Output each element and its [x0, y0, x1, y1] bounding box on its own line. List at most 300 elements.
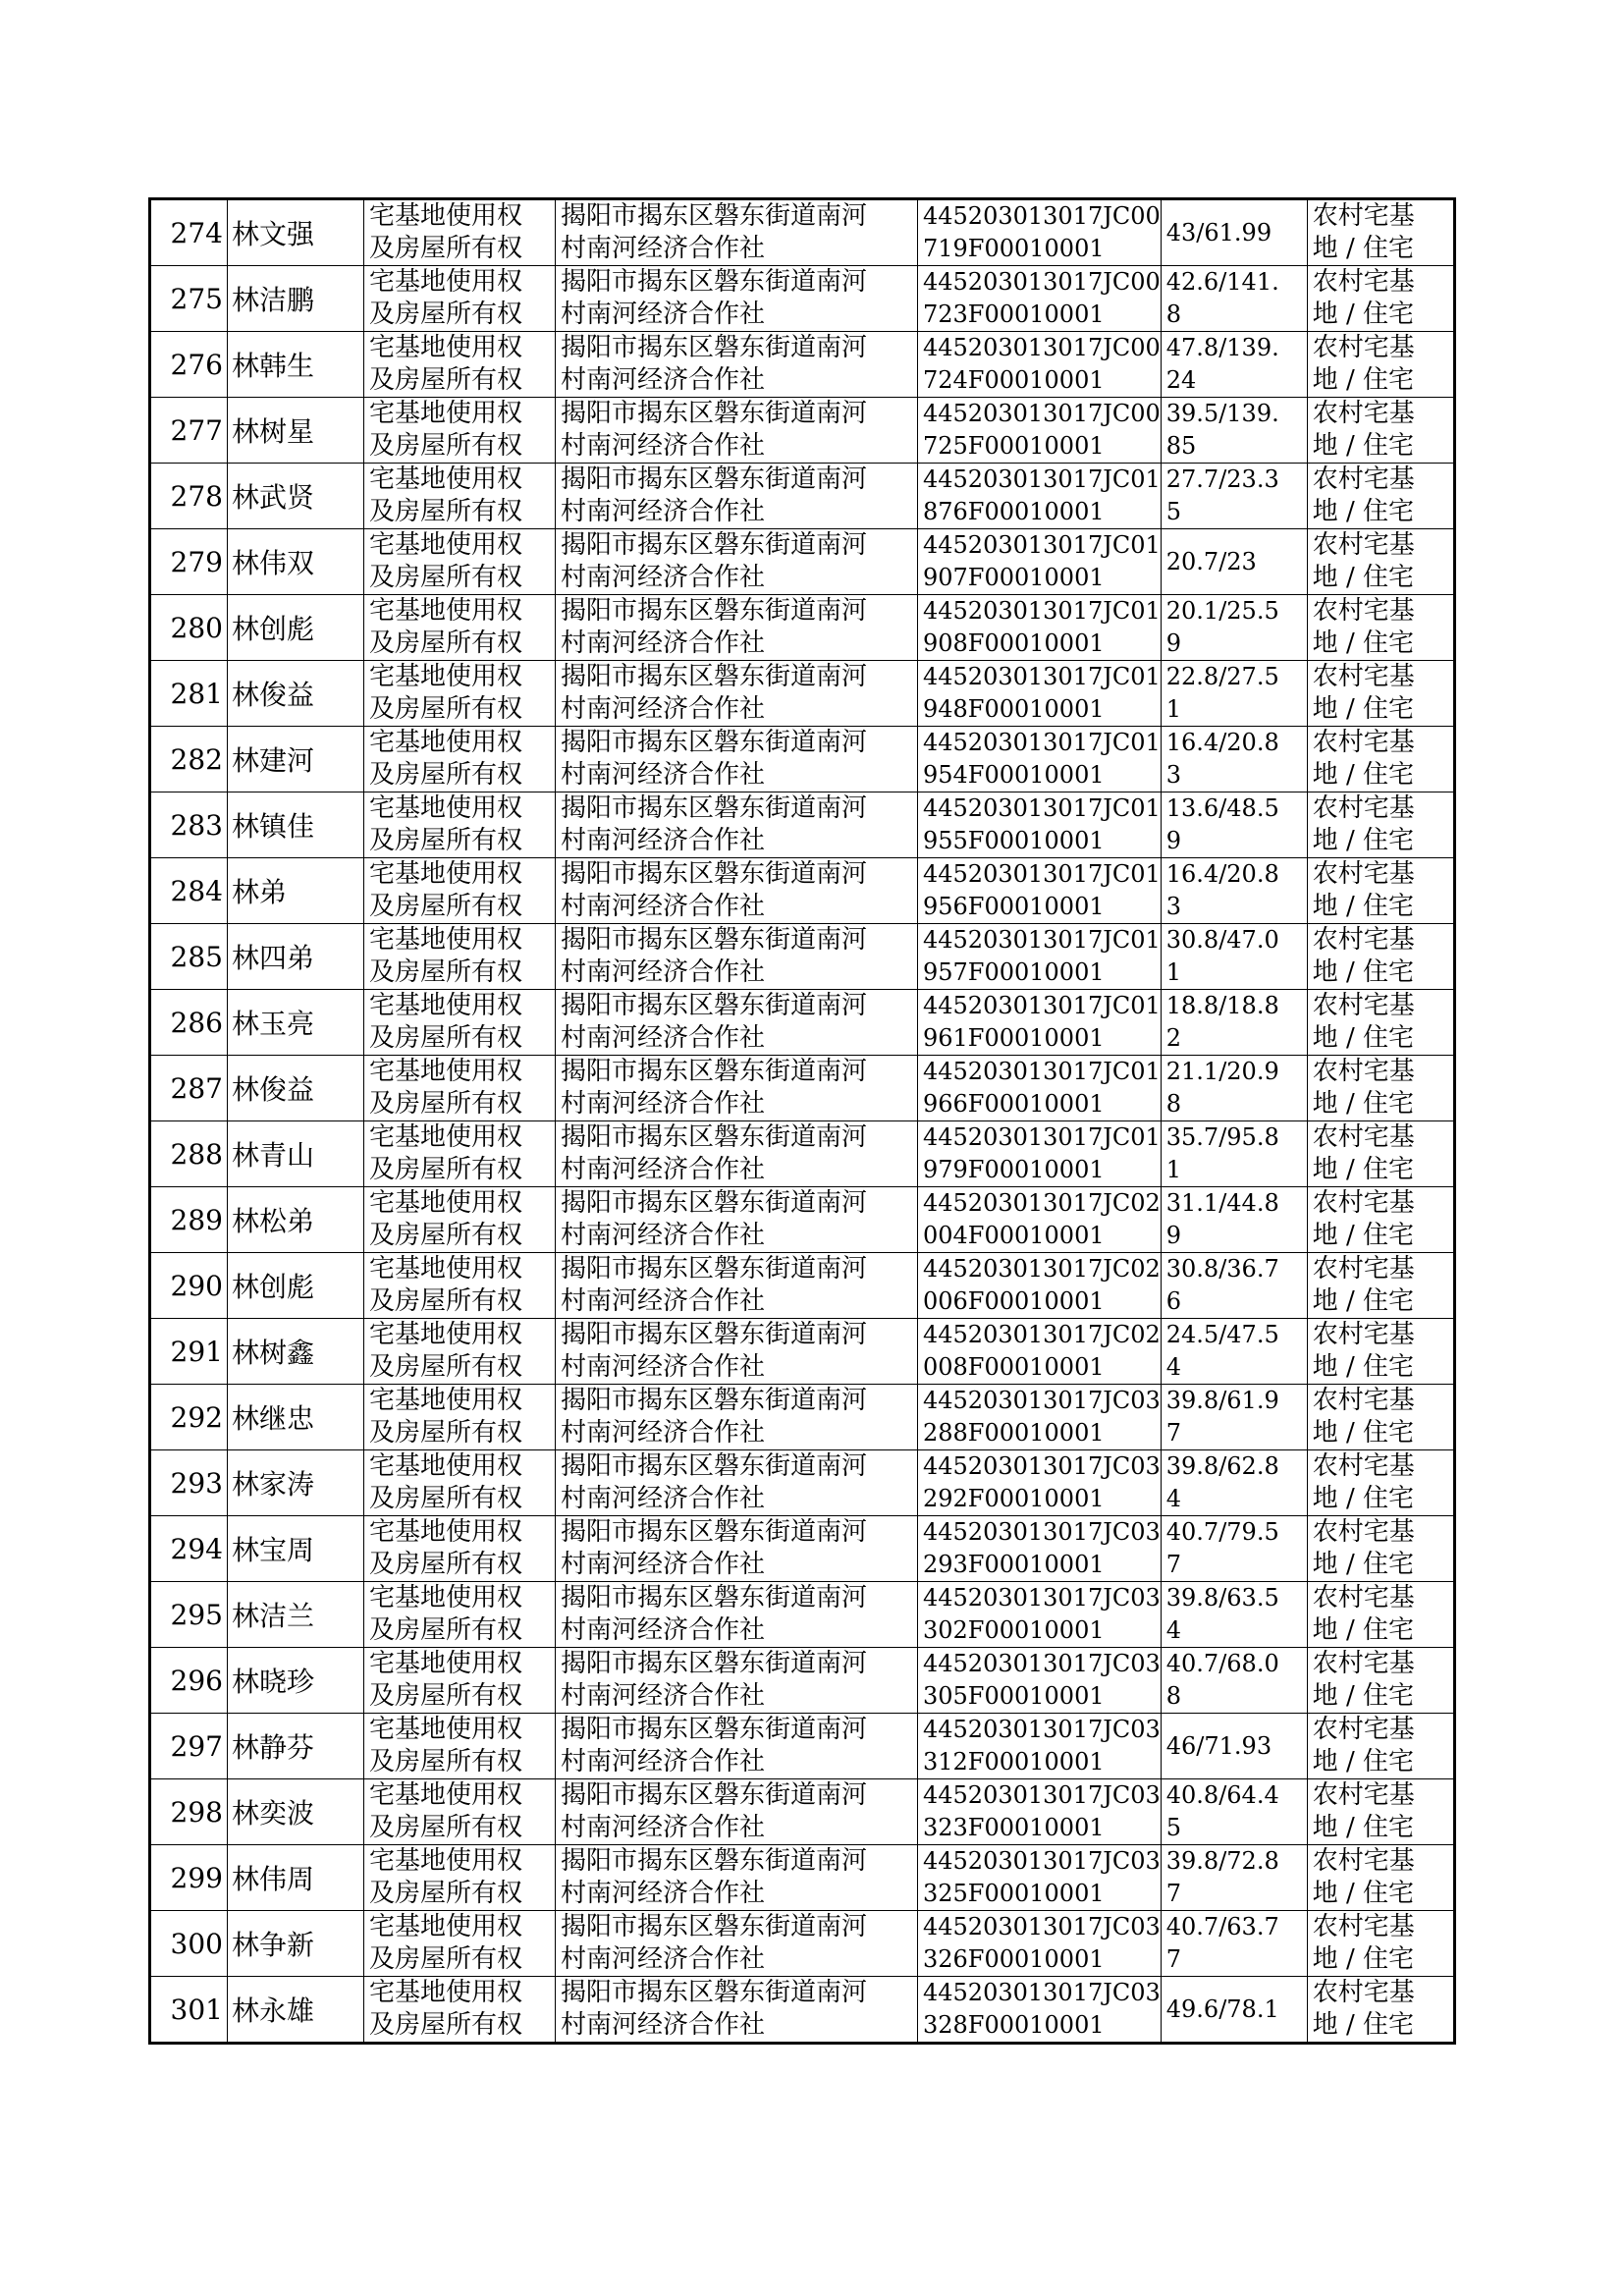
property-code-cell [918, 661, 1162, 727]
property-code-line: 445203013017JC03 [923, 1979, 1161, 2006]
area-value-cell [1161, 1121, 1307, 1187]
area-value-line: 3 [1165, 761, 1182, 789]
land-use-cell [1307, 1582, 1454, 1648]
land-use-cell [1307, 792, 1454, 858]
area-value-line: 16.4/20.8 [1165, 729, 1279, 756]
property-code-cell [918, 1911, 1162, 1977]
property-code-line: 445203013017JC01 [923, 531, 1161, 559]
land-use-line: 地 / 住宅 [1312, 1484, 1415, 1513]
property-code-cell [918, 1121, 1162, 1187]
right-type-line: 宅基地使用权 [369, 201, 523, 231]
location-address-line: 村南河经济合作社 [561, 1089, 766, 1119]
area-value-line: 40.7/68.0 [1165, 1650, 1279, 1677]
right-type-cell [364, 990, 556, 1056]
right-type-line: 及房屋所有权 [369, 497, 523, 526]
area-value-line: 18.8/18.8 [1165, 992, 1279, 1019]
right-type-line: 及房屋所有权 [369, 431, 523, 461]
right-type-line: 宅基地使用权 [369, 1057, 523, 1086]
location-address-line: 揭阳市揭东区磐东街道南河 [561, 1320, 868, 1349]
property-code-cell [918, 1977, 1162, 2044]
table-row [150, 1845, 1455, 1911]
right-type-line: 及房屋所有权 [369, 1813, 523, 1842]
area-value-cell [1161, 1779, 1307, 1845]
owner-name-cell: 林宝周 [228, 1516, 364, 1582]
property-code-line: 908F00010001 [923, 629, 1105, 657]
owner-name-cell: 林创彪 [228, 595, 364, 661]
right-type-line: 宅基地使用权 [369, 1386, 523, 1415]
area-value-line: 3 [1165, 893, 1182, 920]
right-type-line: 宅基地使用权 [369, 1320, 523, 1349]
row-index-cell: 287 [150, 1056, 228, 1121]
right-type-line: 宅基地使用权 [369, 1912, 523, 1941]
area-value-cell [1161, 464, 1307, 529]
land-use-cell [1307, 1187, 1454, 1253]
property-code-line: 725F00010001 [923, 432, 1105, 460]
property-code-line: 955F00010001 [923, 827, 1105, 854]
property-code-line: 445203013017JC01 [923, 729, 1161, 756]
location-address-line: 揭阳市揭东区磐东街道南河 [561, 728, 868, 757]
right-type-line: 及房屋所有权 [369, 1155, 523, 1184]
property-code-line: 907F00010001 [923, 564, 1105, 591]
location-address-line: 村南河经济合作社 [561, 1681, 766, 1711]
property-code-cell [918, 1582, 1162, 1648]
area-value-cell [1161, 990, 1307, 1056]
right-type-cell [364, 1253, 556, 1319]
table-row [150, 858, 1455, 924]
property-code-line: 723F00010001 [923, 301, 1105, 328]
location-address-line: 村南河经济合作社 [561, 1484, 766, 1513]
right-type-line: 宅基地使用权 [369, 1122, 523, 1152]
property-code-line: 445203013017JC03 [923, 1452, 1161, 1480]
location-address-line: 揭阳市揭东区磐东街道南河 [561, 1122, 868, 1152]
land-use-line: 地 / 住宅 [1312, 1550, 1415, 1579]
land-use-line: 农村宅基 [1312, 1583, 1415, 1612]
land-use-cell [1307, 924, 1454, 990]
row-index-cell: 282 [150, 727, 228, 792]
area-value-line: 46/71.93 [1165, 1731, 1272, 1760]
right-type-cell [364, 924, 556, 990]
table-row [150, 1977, 1455, 2044]
location-address-line: 揭阳市揭东区磐东街道南河 [561, 1254, 868, 1284]
area-value-line: 1 [1165, 695, 1182, 723]
land-use-cell [1307, 727, 1454, 792]
table-row [150, 990, 1455, 1056]
table-row [150, 595, 1455, 661]
property-code-line: 445203013017JC02 [923, 1321, 1161, 1348]
location-address-line: 村南河经济合作社 [561, 365, 766, 395]
location-address-cell [556, 1582, 918, 1648]
row-index-cell: 292 [150, 1385, 228, 1450]
location-address-line: 揭阳市揭东区磐东街道南河 [561, 925, 868, 955]
land-use-line: 农村宅基 [1312, 201, 1415, 231]
table-row [150, 199, 1455, 266]
row-index-cell: 295 [150, 1582, 228, 1648]
right-type-cell [364, 464, 556, 529]
land-use-line: 农村宅基 [1312, 662, 1415, 691]
right-type-cell [364, 1450, 556, 1516]
right-type-line: 宅基地使用权 [369, 1649, 523, 1678]
area-value-line: 16.4/20.8 [1165, 860, 1279, 888]
land-use-line: 农村宅基 [1312, 1649, 1415, 1678]
location-address-line: 村南河经济合作社 [561, 1615, 766, 1645]
property-code-line: 966F00010001 [923, 1090, 1105, 1118]
land-use-line: 农村宅基 [1312, 1780, 1415, 1810]
property-code-line: 445203013017JC02 [923, 1255, 1161, 1283]
land-use-line: 地 / 住宅 [1312, 1944, 1415, 1974]
right-type-line: 及房屋所有权 [369, 563, 523, 592]
right-type-line: 宅基地使用权 [369, 793, 523, 823]
location-address-line: 村南河经济合作社 [561, 1352, 766, 1382]
area-value-line: 35.7/95.8 [1165, 1123, 1279, 1151]
location-address-line: 村南河经济合作社 [561, 694, 766, 724]
area-value-cell [1161, 398, 1307, 464]
owner-name-cell: 林弟 [228, 858, 364, 924]
owner-name-cell: 林继忠 [228, 1385, 364, 1450]
owner-name-cell: 林松弟 [228, 1187, 364, 1253]
owner-name-cell: 林玉亮 [228, 990, 364, 1056]
owner-name-cell: 林静芬 [228, 1714, 364, 1779]
location-address-line: 村南河经济合作社 [561, 892, 766, 921]
right-type-cell [364, 1648, 556, 1714]
area-value-cell [1161, 1845, 1307, 1911]
area-value-cell [1161, 1187, 1307, 1253]
right-type-line: 及房屋所有权 [369, 365, 523, 395]
property-code-line: 445203013017JC03 [923, 1650, 1161, 1677]
right-type-cell [364, 332, 556, 398]
row-index-cell: 279 [150, 529, 228, 595]
land-use-cell [1307, 858, 1454, 924]
land-use-cell [1307, 1253, 1454, 1319]
land-use-line: 地 / 住宅 [1312, 826, 1415, 855]
land-use-line: 地 / 住宅 [1312, 300, 1415, 329]
right-type-line: 及房屋所有权 [369, 1550, 523, 1579]
row-index-cell: 278 [150, 464, 228, 529]
owner-name-cell: 林奕波 [228, 1779, 364, 1845]
area-value-line: 6 [1165, 1287, 1182, 1315]
location-address-line: 揭阳市揭东区磐东街道南河 [561, 991, 868, 1020]
owner-name-cell: 林建河 [228, 727, 364, 792]
row-index-cell: 281 [150, 661, 228, 727]
location-address-line: 揭阳市揭东区磐东街道南河 [561, 333, 868, 362]
area-value-line: 7 [1165, 1419, 1182, 1447]
property-code-line: 445203013017JC00 [923, 400, 1161, 427]
area-value-line: 30.8/36.7 [1165, 1255, 1279, 1283]
property-code-line: 004F00010001 [923, 1222, 1105, 1249]
property-code-cell [918, 1845, 1162, 1911]
owner-name-cell: 林青山 [228, 1121, 364, 1187]
table-row [150, 398, 1455, 464]
owner-name-cell: 林伟周 [228, 1845, 364, 1911]
right-type-cell [364, 266, 556, 332]
location-address-cell [556, 1714, 918, 1779]
land-use-line: 农村宅基 [1312, 596, 1415, 626]
area-value-cell [1161, 1977, 1307, 2044]
property-code-cell [918, 1319, 1162, 1385]
location-address-line: 村南河经济合作社 [561, 1155, 766, 1184]
right-type-line: 宅基地使用权 [369, 1846, 523, 1876]
right-type-line: 宅基地使用权 [369, 530, 523, 560]
location-address-cell [556, 529, 918, 595]
table-row [150, 1253, 1455, 1319]
right-type-cell [364, 1911, 556, 1977]
right-type-line: 及房屋所有权 [369, 1089, 523, 1119]
area-value-cell [1161, 1516, 1307, 1582]
property-code-cell [918, 858, 1162, 924]
owner-name-cell: 林文强 [228, 199, 364, 266]
property-code-line: 445203013017JC03 [923, 1781, 1161, 1809]
location-address-line: 揭阳市揭东区磐东街道南河 [561, 267, 868, 297]
table-row [150, 464, 1455, 529]
area-value-line: 47.8/139. [1165, 334, 1279, 361]
area-value-line: 5 [1165, 498, 1182, 525]
land-use-cell [1307, 1385, 1454, 1450]
land-use-line: 地 / 住宅 [1312, 563, 1415, 592]
land-use-line: 农村宅基 [1312, 464, 1415, 494]
right-type-line: 宅基地使用权 [369, 333, 523, 362]
land-use-line: 农村宅基 [1312, 1057, 1415, 1086]
property-code-line: 719F00010001 [923, 235, 1105, 262]
location-address-line: 揭阳市揭东区磐东街道南河 [561, 530, 868, 560]
property-code-cell [918, 924, 1162, 990]
right-type-cell [364, 1582, 556, 1648]
location-address-line: 揭阳市揭东区磐东街道南河 [561, 1978, 868, 2007]
land-use-line: 地 / 住宅 [1312, 1286, 1415, 1316]
property-code-cell [918, 595, 1162, 661]
land-use-line: 地 / 住宅 [1312, 694, 1415, 724]
right-type-cell [364, 1385, 556, 1450]
owner-name-cell: 林韩生 [228, 332, 364, 398]
property-code-cell [918, 1779, 1162, 1845]
right-type-cell [364, 1319, 556, 1385]
area-value-line: 5 [1165, 1814, 1182, 1841]
table-row [150, 1121, 1455, 1187]
location-address-cell [556, 1516, 918, 1582]
owner-name-cell: 林武贤 [228, 464, 364, 529]
land-use-line: 农村宅基 [1312, 1517, 1415, 1547]
area-value-line: 39.8/61.9 [1165, 1387, 1279, 1414]
table-row [150, 1648, 1455, 1714]
right-type-line: 及房屋所有权 [369, 760, 523, 790]
row-index-cell: 300 [150, 1911, 228, 1977]
area-value-line: 39.8/62.8 [1165, 1452, 1279, 1480]
land-use-line: 地 / 住宅 [1312, 234, 1415, 263]
land-use-cell [1307, 1056, 1454, 1121]
land-use-line: 农村宅基 [1312, 859, 1415, 889]
property-code-line: 312F00010001 [923, 1748, 1105, 1776]
right-type-line: 宅基地使用权 [369, 859, 523, 889]
area-value-line: 39.8/63.5 [1165, 1584, 1279, 1612]
right-type-line: 及房屋所有权 [369, 957, 523, 987]
location-address-line: 揭阳市揭东区磐东街道南河 [561, 859, 868, 889]
owner-name-cell: 林家涛 [228, 1450, 364, 1516]
row-index-cell: 293 [150, 1450, 228, 1516]
owner-name-cell: 林镇佳 [228, 792, 364, 858]
right-type-line: 及房屋所有权 [369, 1944, 523, 1974]
location-address-cell [556, 1911, 918, 1977]
land-use-line: 地 / 住宅 [1312, 1879, 1415, 1908]
location-address-line: 揭阳市揭东区磐东街道南河 [561, 662, 868, 691]
property-code-line: 328F00010001 [923, 2011, 1105, 2039]
location-address-cell [556, 1779, 918, 1845]
right-type-line: 宅基地使用权 [369, 596, 523, 626]
row-index-cell: 288 [150, 1121, 228, 1187]
row-index-cell: 291 [150, 1319, 228, 1385]
property-code-line: 006F00010001 [923, 1287, 1105, 1315]
land-use-line: 地 / 住宅 [1312, 1352, 1415, 1382]
right-type-line: 及房屋所有权 [369, 1681, 523, 1711]
location-address-line: 村南河经济合作社 [561, 1418, 766, 1448]
land-use-line: 农村宅基 [1312, 925, 1415, 955]
table-row [150, 1187, 1455, 1253]
land-use-line: 农村宅基 [1312, 267, 1415, 297]
location-address-line: 村南河经济合作社 [561, 760, 766, 790]
area-value-line: 1 [1165, 958, 1182, 986]
right-type-line: 及房屋所有权 [369, 1418, 523, 1448]
land-use-cell [1307, 199, 1454, 266]
property-code-cell [918, 464, 1162, 529]
property-code-cell [918, 792, 1162, 858]
location-address-cell [556, 990, 918, 1056]
table-row [150, 1582, 1455, 1648]
right-type-line: 宅基地使用权 [369, 399, 523, 428]
property-code-cell [918, 1450, 1162, 1516]
location-address-line: 揭阳市揭东区磐东街道南河 [561, 464, 868, 494]
table-body [150, 199, 1455, 2044]
row-index-cell: 299 [150, 1845, 228, 1911]
land-use-line: 农村宅基 [1312, 1122, 1415, 1152]
area-value-line: 8 [1165, 1090, 1182, 1118]
land-use-cell [1307, 332, 1454, 398]
table-row [150, 1779, 1455, 1845]
owner-name-cell: 林四弟 [228, 924, 364, 990]
area-value-line: 42.6/141. [1165, 268, 1279, 296]
location-address-line: 揭阳市揭东区磐东街道南河 [561, 596, 868, 626]
right-type-line: 及房屋所有权 [369, 826, 523, 855]
area-value-line: 39.5/139. [1165, 400, 1279, 427]
land-use-line: 地 / 住宅 [1312, 892, 1415, 921]
land-use-line: 农村宅基 [1312, 1320, 1415, 1349]
right-type-cell [364, 1056, 556, 1121]
property-code-line: 445203013017JC01 [923, 597, 1161, 625]
row-index-cell: 286 [150, 990, 228, 1056]
area-value-cell [1161, 1450, 1307, 1516]
owner-name-cell: 林俊益 [228, 661, 364, 727]
location-address-line: 揭阳市揭东区磐东街道南河 [561, 399, 868, 428]
land-use-line: 地 / 住宅 [1312, 1023, 1415, 1053]
table-row [150, 924, 1455, 990]
location-address-line: 揭阳市揭东区磐东街道南河 [561, 1057, 868, 1086]
property-code-line: 293F00010001 [923, 1551, 1105, 1578]
table-row [150, 792, 1455, 858]
property-code-cell [918, 1516, 1162, 1582]
right-type-line: 宅基地使用权 [369, 728, 523, 757]
location-address-line: 村南河经济合作社 [561, 1023, 766, 1053]
property-code-line: 445203013017JC03 [923, 1847, 1161, 1875]
right-type-cell [364, 727, 556, 792]
row-index-cell: 289 [150, 1187, 228, 1253]
land-use-cell [1307, 1121, 1454, 1187]
property-code-cell [918, 529, 1162, 595]
property-code-line: 302F00010001 [923, 1616, 1105, 1644]
right-type-line: 宅基地使用权 [369, 1517, 523, 1547]
area-value-cell [1161, 332, 1307, 398]
land-use-line: 农村宅基 [1312, 1188, 1415, 1218]
area-value-cell [1161, 1253, 1307, 1319]
location-address-line: 揭阳市揭东区磐东街道南河 [561, 1583, 868, 1612]
property-code-line: 979F00010001 [923, 1156, 1105, 1183]
owner-name-cell: 林伟双 [228, 529, 364, 595]
owner-name-cell: 林晓珍 [228, 1648, 364, 1714]
owner-name-cell: 林洁兰 [228, 1582, 364, 1648]
property-code-line: 956F00010001 [923, 893, 1105, 920]
land-use-line: 农村宅基 [1312, 1254, 1415, 1284]
location-address-cell [556, 792, 918, 858]
right-type-line: 宅基地使用权 [369, 267, 523, 297]
property-code-line: 292F00010001 [923, 1485, 1105, 1512]
area-value-cell [1161, 266, 1307, 332]
area-value-line: 4 [1165, 1485, 1182, 1512]
right-type-cell [364, 1977, 556, 2044]
land-use-line: 地 / 住宅 [1312, 1089, 1415, 1119]
right-type-cell [364, 792, 556, 858]
property-code-line: 445203013017JC01 [923, 860, 1161, 888]
land-use-cell [1307, 1450, 1454, 1516]
location-address-line: 村南河经济合作社 [561, 2010, 766, 2040]
area-value-line: 85 [1165, 432, 1197, 460]
area-value-line: 27.7/23.3 [1165, 465, 1279, 493]
right-type-cell [364, 1845, 556, 1911]
location-address-cell [556, 1319, 918, 1385]
right-type-cell [364, 1187, 556, 1253]
right-type-line: 宅基地使用权 [369, 1451, 523, 1481]
area-value-line: 2 [1165, 1024, 1182, 1052]
table-row [150, 1385, 1455, 1450]
area-value-cell [1161, 1582, 1307, 1648]
right-type-line: 及房屋所有权 [369, 2010, 523, 2040]
area-value-cell [1161, 1911, 1307, 1977]
owner-name-cell: 林创彪 [228, 1253, 364, 1319]
area-value-cell [1161, 1648, 1307, 1714]
right-type-line: 及房屋所有权 [369, 1286, 523, 1316]
property-code-line: 948F00010001 [923, 695, 1105, 723]
right-type-cell [364, 1516, 556, 1582]
location-address-line: 揭阳市揭东区磐东街道南河 [561, 1846, 868, 1876]
area-value-line: 40.8/64.4 [1165, 1781, 1279, 1809]
location-address-line: 揭阳市揭东区磐东街道南河 [561, 1649, 868, 1678]
location-address-line: 村南河经济合作社 [561, 826, 766, 855]
property-code-line: 445203013017JC02 [923, 1189, 1161, 1217]
property-code-cell [918, 1385, 1162, 1450]
location-address-cell [556, 464, 918, 529]
land-use-cell [1307, 595, 1454, 661]
area-value-line: 39.8/72.8 [1165, 1847, 1279, 1875]
row-index-cell: 294 [150, 1516, 228, 1582]
location-address-cell [556, 1056, 918, 1121]
location-address-cell [556, 858, 918, 924]
row-index-cell: 290 [150, 1253, 228, 1319]
location-address-cell [556, 1187, 918, 1253]
location-address-line: 村南河经济合作社 [561, 1550, 766, 1579]
owner-name-cell: 林洁鹏 [228, 266, 364, 332]
area-value-line: 8 [1165, 1682, 1182, 1710]
right-type-line: 及房屋所有权 [369, 1879, 523, 1908]
right-type-cell [364, 858, 556, 924]
property-code-line: 724F00010001 [923, 366, 1105, 394]
area-value-line: 4 [1165, 1353, 1182, 1381]
land-use-cell [1307, 464, 1454, 529]
land-use-line: 地 / 住宅 [1312, 1221, 1415, 1250]
property-code-line: 961F00010001 [923, 1024, 1105, 1052]
